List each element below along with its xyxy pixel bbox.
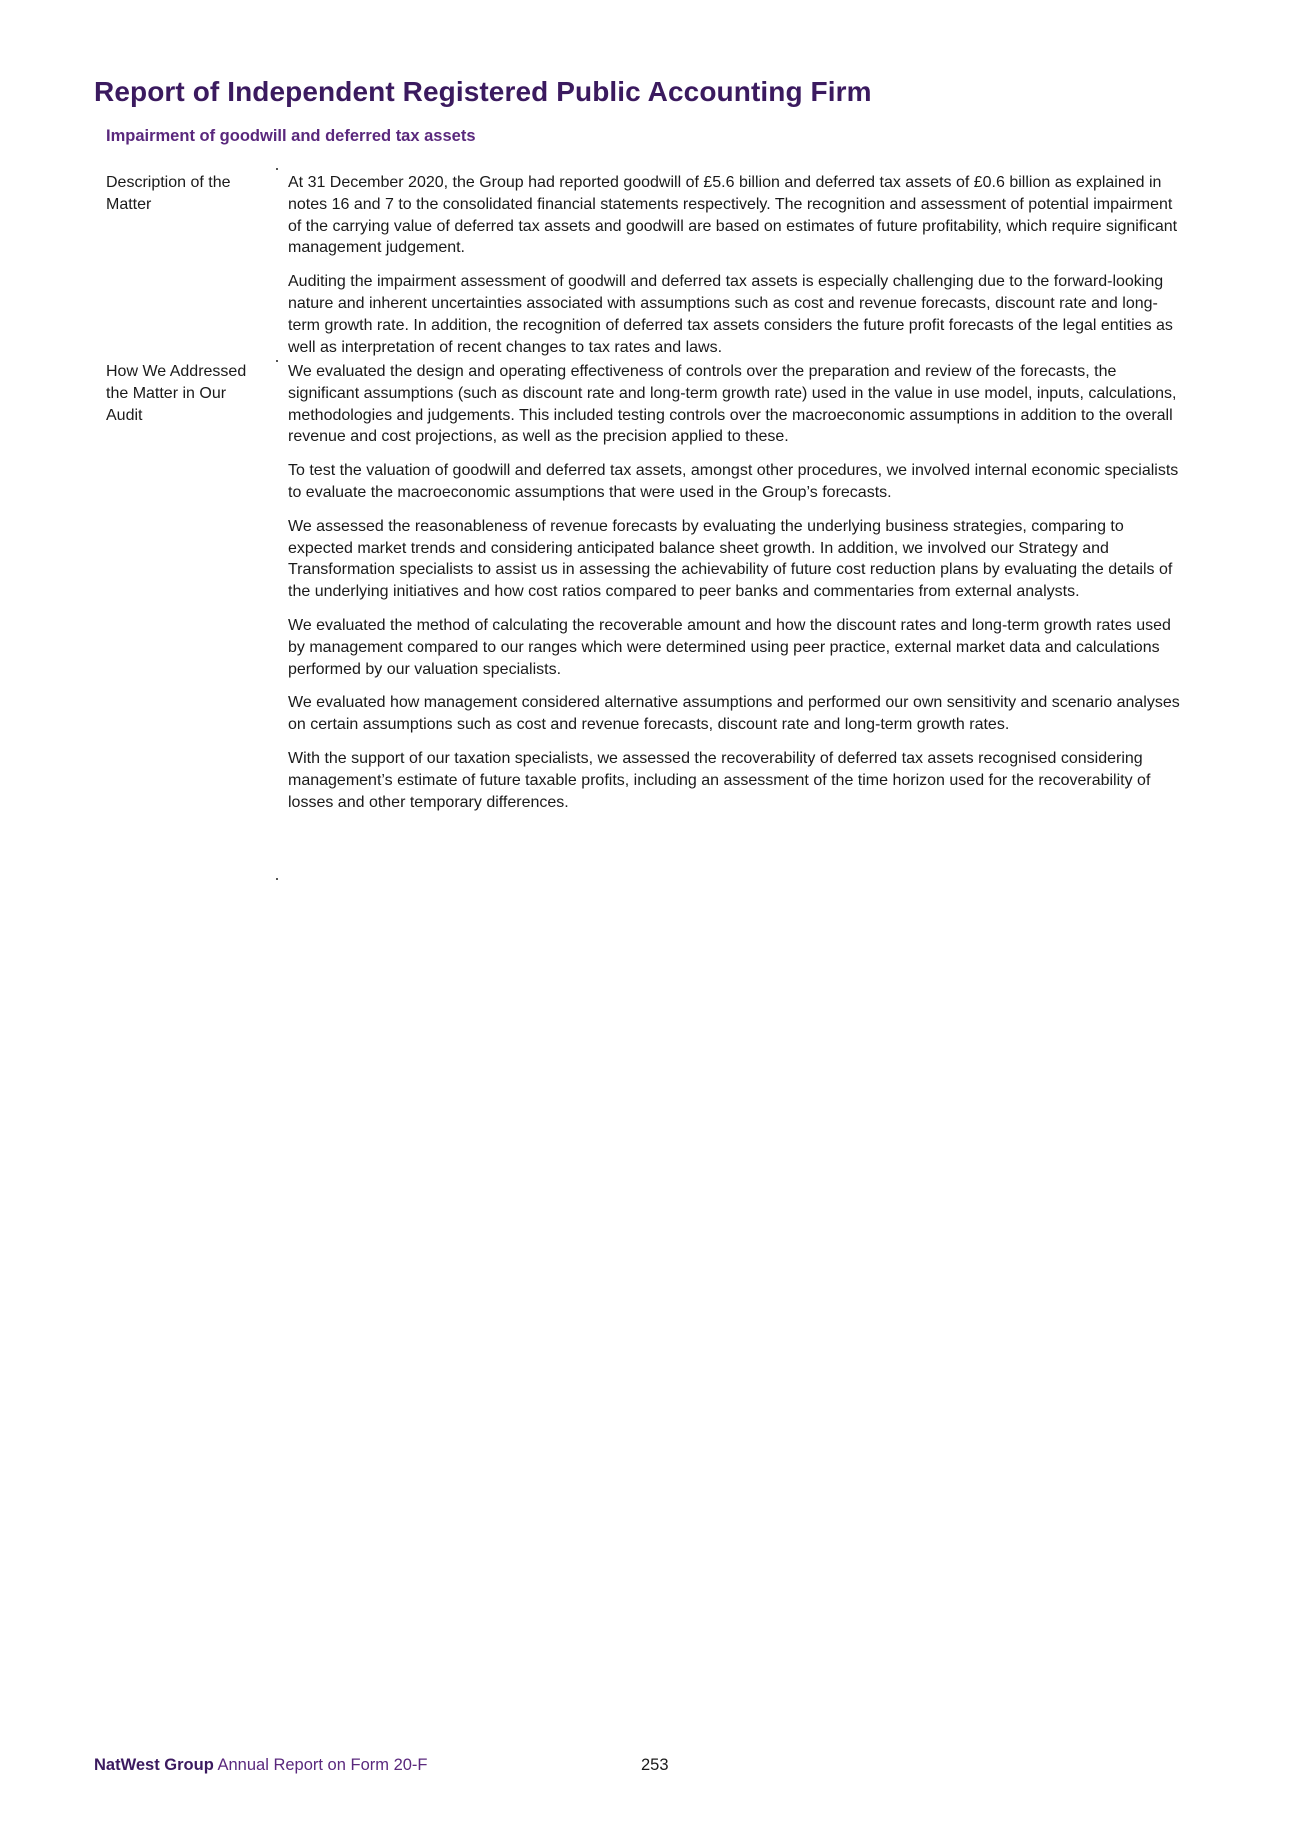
paragraph: Auditing the impairment assessment of goodwill and deferred tax assets is especially challenging due to the forward-looking nature and inherent uncertainties associated with assumptions such as cost and revenue forecasts, discount rate and long-term growth rate. In addition, the recognition of deferred tax assets considers the future profit forecasts of the legal entities as well as interpretation of recent changes to tax rates and laws.	[288, 273, 1173, 356]
row-label: How We Addressed the Matter in Our Audit	[106, 363, 247, 424]
footer-report-title: Annual Report on Form 20-F	[217, 1756, 428, 1774]
page-number: 253	[641, 1756, 669, 1774]
paragraph: We assessed the reasonableness of revenue forecasts by evaluating the underlying business strategies, comparing to expected market trends and considering anticipated balance sheet growth. In addition, we involved our Strategy and Transformation specialists to assist us in assessing the achievability of future cost reduction plans by evaluating the details of the underlying initiatives and how cost ratios compared to peer banks and commentaries from external analysts.	[288, 517, 1173, 601]
page-title: Report of Independent Registered Public Accounting Firm	[94, 76, 872, 107]
separator-mark	[276, 360, 278, 362]
section-title: Impairment of goodwill and deferred tax assets	[106, 127, 476, 145]
footer	[94, 1756, 428, 1775]
row-label: Description of the Matter	[106, 174, 231, 213]
footer-brand: NatWest Group	[94, 1756, 214, 1774]
row-body	[288, 361, 1188, 825]
paragraph: To test the valuation of goodwill and deferred tax assets, amongst other procedures, we involved internal economic specialists to evaluate the macroeconomic assumptions that were used in the Group’s forecasts.	[288, 462, 1179, 501]
paragraph: We evaluated the design and operating effectiveness of controls over the preparation and review of the forecasts, the significant assumptions (such as discount rate and long-term growth rate) used in the value in use model, inputs, calculations, methodologies and judgements. This included testing controls over the macroeconomic assumptions in addition to the overall revenue and cost projections, as well as the precision applied to these.	[288, 363, 1177, 446]
paragraph: At 31 December 2020, the Group had reported goodwill of £5.6 billion and deferred tax assets of £0.6 billion as explained in notes 16 and 7 to the consolidated financial statements respectively. The recognition and assessment of potential impairment of the carrying value of deferred tax assets and goodwill are based on estimates of future profitability, which require significant management judgement.	[288, 174, 1178, 257]
paragraph: With the support of our taxation specialists, we assessed the recoverability of deferred tax assets recognised considering management’s estimate of future taxable profits, including an assessment of the time horizon used for the recoverability of losses and other temporary differences.	[288, 749, 1151, 811]
separator-mark	[276, 168, 278, 170]
separator-mark	[276, 878, 278, 880]
paragraph: We evaluated the method of calculating the recoverable amount and how the discount rates and long-term growth rates used by management compared to our ranges which were determined using peer practice, external market data and calculations performed by our valuation specialists.	[288, 616, 1171, 678]
row-body	[288, 172, 1188, 370]
paragraph: We evaluated how management considered alternative assumptions and performed our own sensitivity and scenario analyses on certain assumptions such as cost and revenue forecasts, discount rate and long-term growth rates.	[288, 694, 1180, 734]
